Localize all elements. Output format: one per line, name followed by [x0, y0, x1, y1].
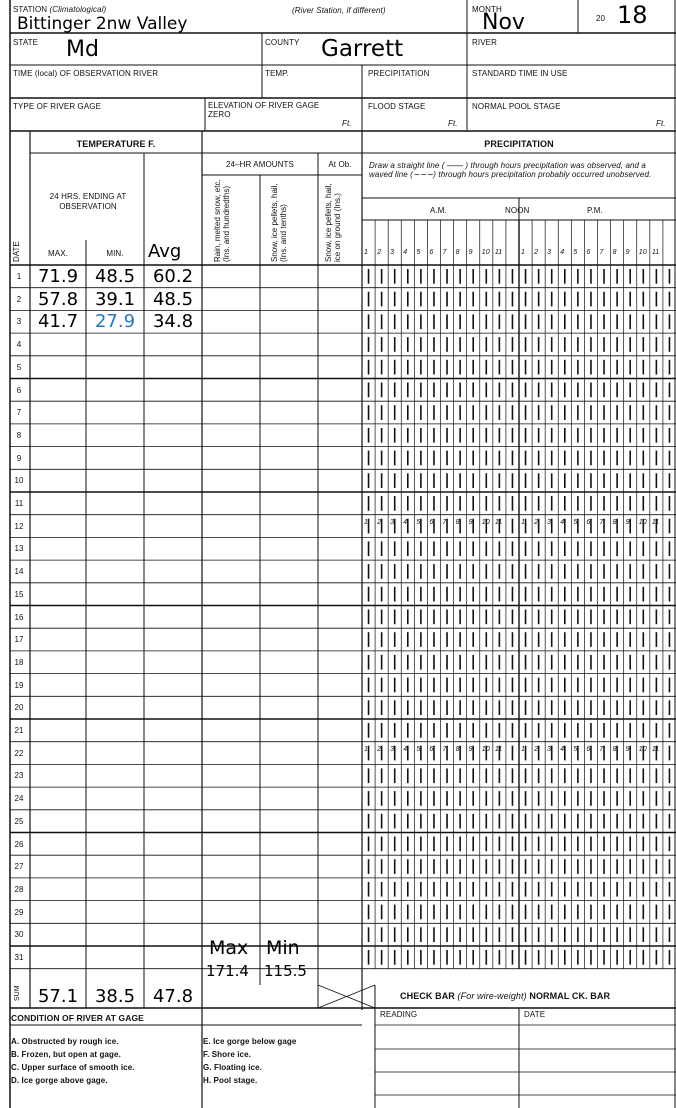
hour-label: 10	[481, 518, 490, 526]
condition-item: G. Floating ice.	[203, 1063, 262, 1072]
hour-label: 8	[612, 745, 617, 753]
county-label: COUNTY	[265, 38, 300, 47]
date-cell: 6	[16, 385, 22, 395]
extra-min-value[interactable]: 115.5	[264, 962, 307, 980]
hour-label: 9	[625, 745, 630, 753]
date-cell: 21	[14, 726, 24, 735]
hour-label: 7	[442, 745, 447, 753]
hour-label: 3	[390, 249, 395, 256]
hour-label: 9	[625, 518, 630, 526]
hour-label: 2	[377, 745, 382, 753]
pm-label: P.M.	[587, 206, 603, 215]
reading-label: READING	[380, 1010, 418, 1019]
hour-label: 11	[494, 518, 503, 526]
date-cell: 9	[16, 453, 22, 463]
precip-label: PRECIPITATION	[368, 69, 430, 78]
state-label: STATE	[13, 38, 39, 47]
hour-label: 11	[494, 249, 503, 256]
elevation-label: ELEVATION OF RIVER GAGE ZERO	[208, 101, 320, 119]
extra-max-label: Max	[209, 937, 249, 959]
temp-label: TEMP.	[265, 69, 289, 78]
date-cell: 12	[14, 521, 24, 531]
hour-label: 9	[468, 745, 473, 753]
hour-label: 6	[429, 518, 434, 526]
pool-stage-label: NORMAL POOL STAGE	[472, 102, 561, 111]
rain-label: Rain, melted snow, etc. (Ins. and hundredths)	[213, 179, 231, 262]
hour-label: 1	[521, 518, 525, 526]
min-temp-cell[interactable]: 39.1	[94, 288, 136, 310]
hour-label: 5	[573, 518, 578, 526]
condition-item: F. Shore ice.	[203, 1050, 251, 1059]
precipitation-header: PRECIPITATION	[484, 139, 554, 149]
date-cell: 2	[16, 294, 22, 304]
condition-item: C. Upper surface of smooth ice.	[11, 1063, 135, 1072]
date-cell: 5	[16, 362, 22, 372]
time-label: TIME (local) OF OBSERVATION RIVER	[13, 69, 159, 78]
hour-label: 6	[429, 745, 434, 753]
hour-label: 4	[403, 745, 408, 753]
gage-type-label: TYPE OF RIVER GAGE	[13, 102, 102, 111]
date-cell: 16	[14, 612, 24, 622]
river-station-label: (River Station, if different)	[292, 6, 386, 15]
date-cell: 14	[14, 567, 24, 577]
condition-item: B. Frozen, but open at gage.	[11, 1050, 121, 1059]
condition-item: D. Ice gorge above gage.	[11, 1076, 108, 1085]
date-cell: 23	[14, 771, 24, 781]
min-column-label: MIN.	[106, 249, 124, 258]
hour-label: 2	[534, 745, 539, 753]
station-value[interactable]: Bittinger 2nw Valley	[17, 14, 188, 34]
avg-temp-cell[interactable]: 60.2	[152, 266, 194, 287]
date-cell: 13	[14, 544, 24, 554]
hour-label: 4	[560, 745, 565, 753]
hour-label: 7	[442, 518, 447, 526]
hour-label: 8	[455, 249, 460, 256]
date-cell: 7	[16, 408, 22, 418]
date-cell: 3	[16, 317, 22, 327]
avg-temp-cell[interactable]: 48.5	[152, 288, 194, 310]
sum-avg-value[interactable]: 47.8	[152, 986, 194, 1007]
footer-date-label: DATE	[524, 1010, 546, 1019]
hour-label: 4	[403, 249, 408, 256]
hour-label: 1	[364, 745, 368, 753]
flood-ft: Ft.	[448, 119, 458, 128]
hour-label: 8	[612, 518, 617, 526]
condition-item: E. Ice gorge below gage	[203, 1037, 297, 1046]
hour-label: 4	[403, 518, 408, 526]
extra-max-value[interactable]: 171.4	[206, 962, 249, 980]
hour-label: 11	[651, 249, 660, 256]
sum-min-value[interactable]: 38.5	[94, 986, 136, 1007]
hour-label: 10	[481, 249, 490, 256]
snow-label: Snow, ice pellets, hail, (Ins. and tenths)	[270, 183, 288, 262]
date-cell: 25	[14, 816, 24, 826]
hour-label: 3	[390, 518, 395, 526]
extra-min-label: Min	[266, 937, 300, 959]
hour-label: 5	[416, 249, 421, 256]
year-value[interactable]: 18	[617, 1, 648, 29]
date-cell: 1	[16, 272, 22, 281]
hour-label: 4	[560, 518, 565, 526]
sum-label: SUM	[14, 985, 21, 1001]
date-cell: 15	[14, 589, 24, 599]
avg-column-label: Avg	[148, 241, 182, 262]
hour-label: 7	[442, 249, 447, 256]
min-temp-cell[interactable]: 48.5	[94, 266, 136, 287]
hour-label: 9	[468, 518, 473, 526]
pool-ft: Ft.	[656, 119, 666, 128]
date-cell: 28	[14, 884, 24, 894]
hour-label: 10	[638, 745, 647, 753]
date-cell: 29	[14, 907, 24, 917]
hour-label: 3	[547, 518, 552, 526]
hour-label: 6	[586, 518, 591, 526]
min-temp-cell[interactable]: 27.9	[94, 311, 136, 333]
hour-label: 8	[455, 745, 460, 753]
at-ob-label: At Ob.	[328, 160, 352, 169]
precip-instructions: Draw a straight line ( —— ) through hours precipitation was observed, and a waved line (∼∼∼) through hours precipitation probably occurred unobserved.	[369, 161, 652, 179]
hour-label: 7	[599, 745, 604, 753]
hour-label: 6	[586, 745, 591, 753]
hour-label: 2	[377, 518, 382, 526]
hour-label: 7	[599, 249, 604, 256]
hour-label: 8	[612, 249, 617, 256]
hour-label: 5	[573, 745, 578, 753]
hour-label: 3	[547, 745, 552, 753]
condition-item: A. Obstructed by rough ice.	[11, 1037, 119, 1046]
elevation-ft: Ft.	[342, 119, 352, 128]
hour-label: 9	[625, 249, 630, 256]
date-cell: 4	[16, 340, 22, 350]
date-column-label: DATE	[12, 241, 21, 262]
hour-label: 1	[521, 249, 525, 256]
date-cell: 19	[14, 680, 24, 690]
hour-label: 11	[651, 518, 660, 526]
hour-label: 5	[416, 745, 421, 753]
hour-label: 1	[364, 249, 368, 256]
hour-label: 3	[390, 745, 395, 753]
station-label: STATION (Climatological)	[13, 5, 107, 14]
hour-label: 11	[494, 745, 503, 753]
max-column-label: MAX.	[48, 249, 68, 258]
hour-label: 1	[364, 518, 368, 526]
am-label: A.M.	[430, 206, 447, 215]
county-value[interactable]: Garrett	[321, 36, 404, 62]
max-temp-cell[interactable]: 71.9	[37, 266, 79, 287]
month-value[interactable]: Nov	[482, 10, 525, 35]
hour-label: 10	[638, 249, 647, 256]
date-cell: 24	[14, 794, 24, 804]
hour-label: 11	[651, 745, 660, 753]
hour-label: 10	[638, 518, 647, 526]
year-prefix: 20	[596, 14, 606, 23]
standard-time-label: STANDARD TIME IN USE	[472, 69, 568, 78]
avg-temp-cell[interactable]: 34.8	[152, 311, 194, 333]
hour-label: 10	[481, 745, 490, 753]
hour-label: 2	[534, 518, 539, 526]
max-temp-cell[interactable]: 57.8	[37, 288, 79, 310]
date-cell: 10	[14, 476, 24, 486]
date-cell: 26	[14, 839, 24, 849]
condition-label: CONDITION OF RIVER AT GAGE	[11, 1013, 144, 1023]
amounts-label: 24–HR AMOUNTS	[226, 160, 294, 169]
ground-label: Snow, ice pellets, hail, ice on ground (Ins.)	[324, 183, 342, 262]
hour-label: 4	[560, 249, 565, 256]
hrs-ending-label: 24 HRS. ENDING AT OBSERVATION	[49, 192, 127, 211]
hour-label: 5	[416, 518, 421, 526]
month-label: MONTH	[472, 5, 502, 14]
hour-label: 6	[586, 249, 591, 256]
hour-label: 8	[455, 518, 460, 526]
hour-label: 5	[573, 249, 578, 256]
date-cell: 22	[14, 748, 24, 758]
temperature-header: TEMPERATURE F.	[76, 139, 156, 149]
date-cell: 8	[16, 430, 22, 440]
hour-label: 2	[377, 249, 382, 256]
date-cell: 31	[14, 953, 24, 962]
condition-item: H. Pool stage.	[203, 1076, 258, 1085]
sum-max-value[interactable]: 57.1	[37, 986, 79, 1007]
date-cell: 17	[14, 635, 24, 645]
date-cell: 11	[14, 499, 24, 508]
river-label: RIVER	[472, 38, 497, 47]
flood-stage-label: FLOOD STAGE	[368, 102, 426, 111]
check-bar-label: CHECK BAR (For wire-weight) NORMAL CK. BAR	[400, 991, 611, 1001]
date-cell: 18	[14, 657, 24, 667]
max-temp-cell[interactable]: 41.7	[37, 311, 79, 333]
date-cell: 30	[14, 930, 24, 940]
hour-label: 9	[468, 249, 473, 256]
hour-label: 3	[547, 249, 552, 256]
hour-label: 1	[521, 745, 525, 753]
date-cell: 20	[14, 703, 24, 713]
date-cell: 27	[14, 862, 24, 872]
noon-label: NOON	[505, 206, 530, 215]
hour-label: 2	[534, 249, 539, 256]
state-value[interactable]: Md	[66, 37, 99, 62]
hour-label: 6	[429, 249, 434, 256]
hour-label: 7	[599, 518, 604, 526]
